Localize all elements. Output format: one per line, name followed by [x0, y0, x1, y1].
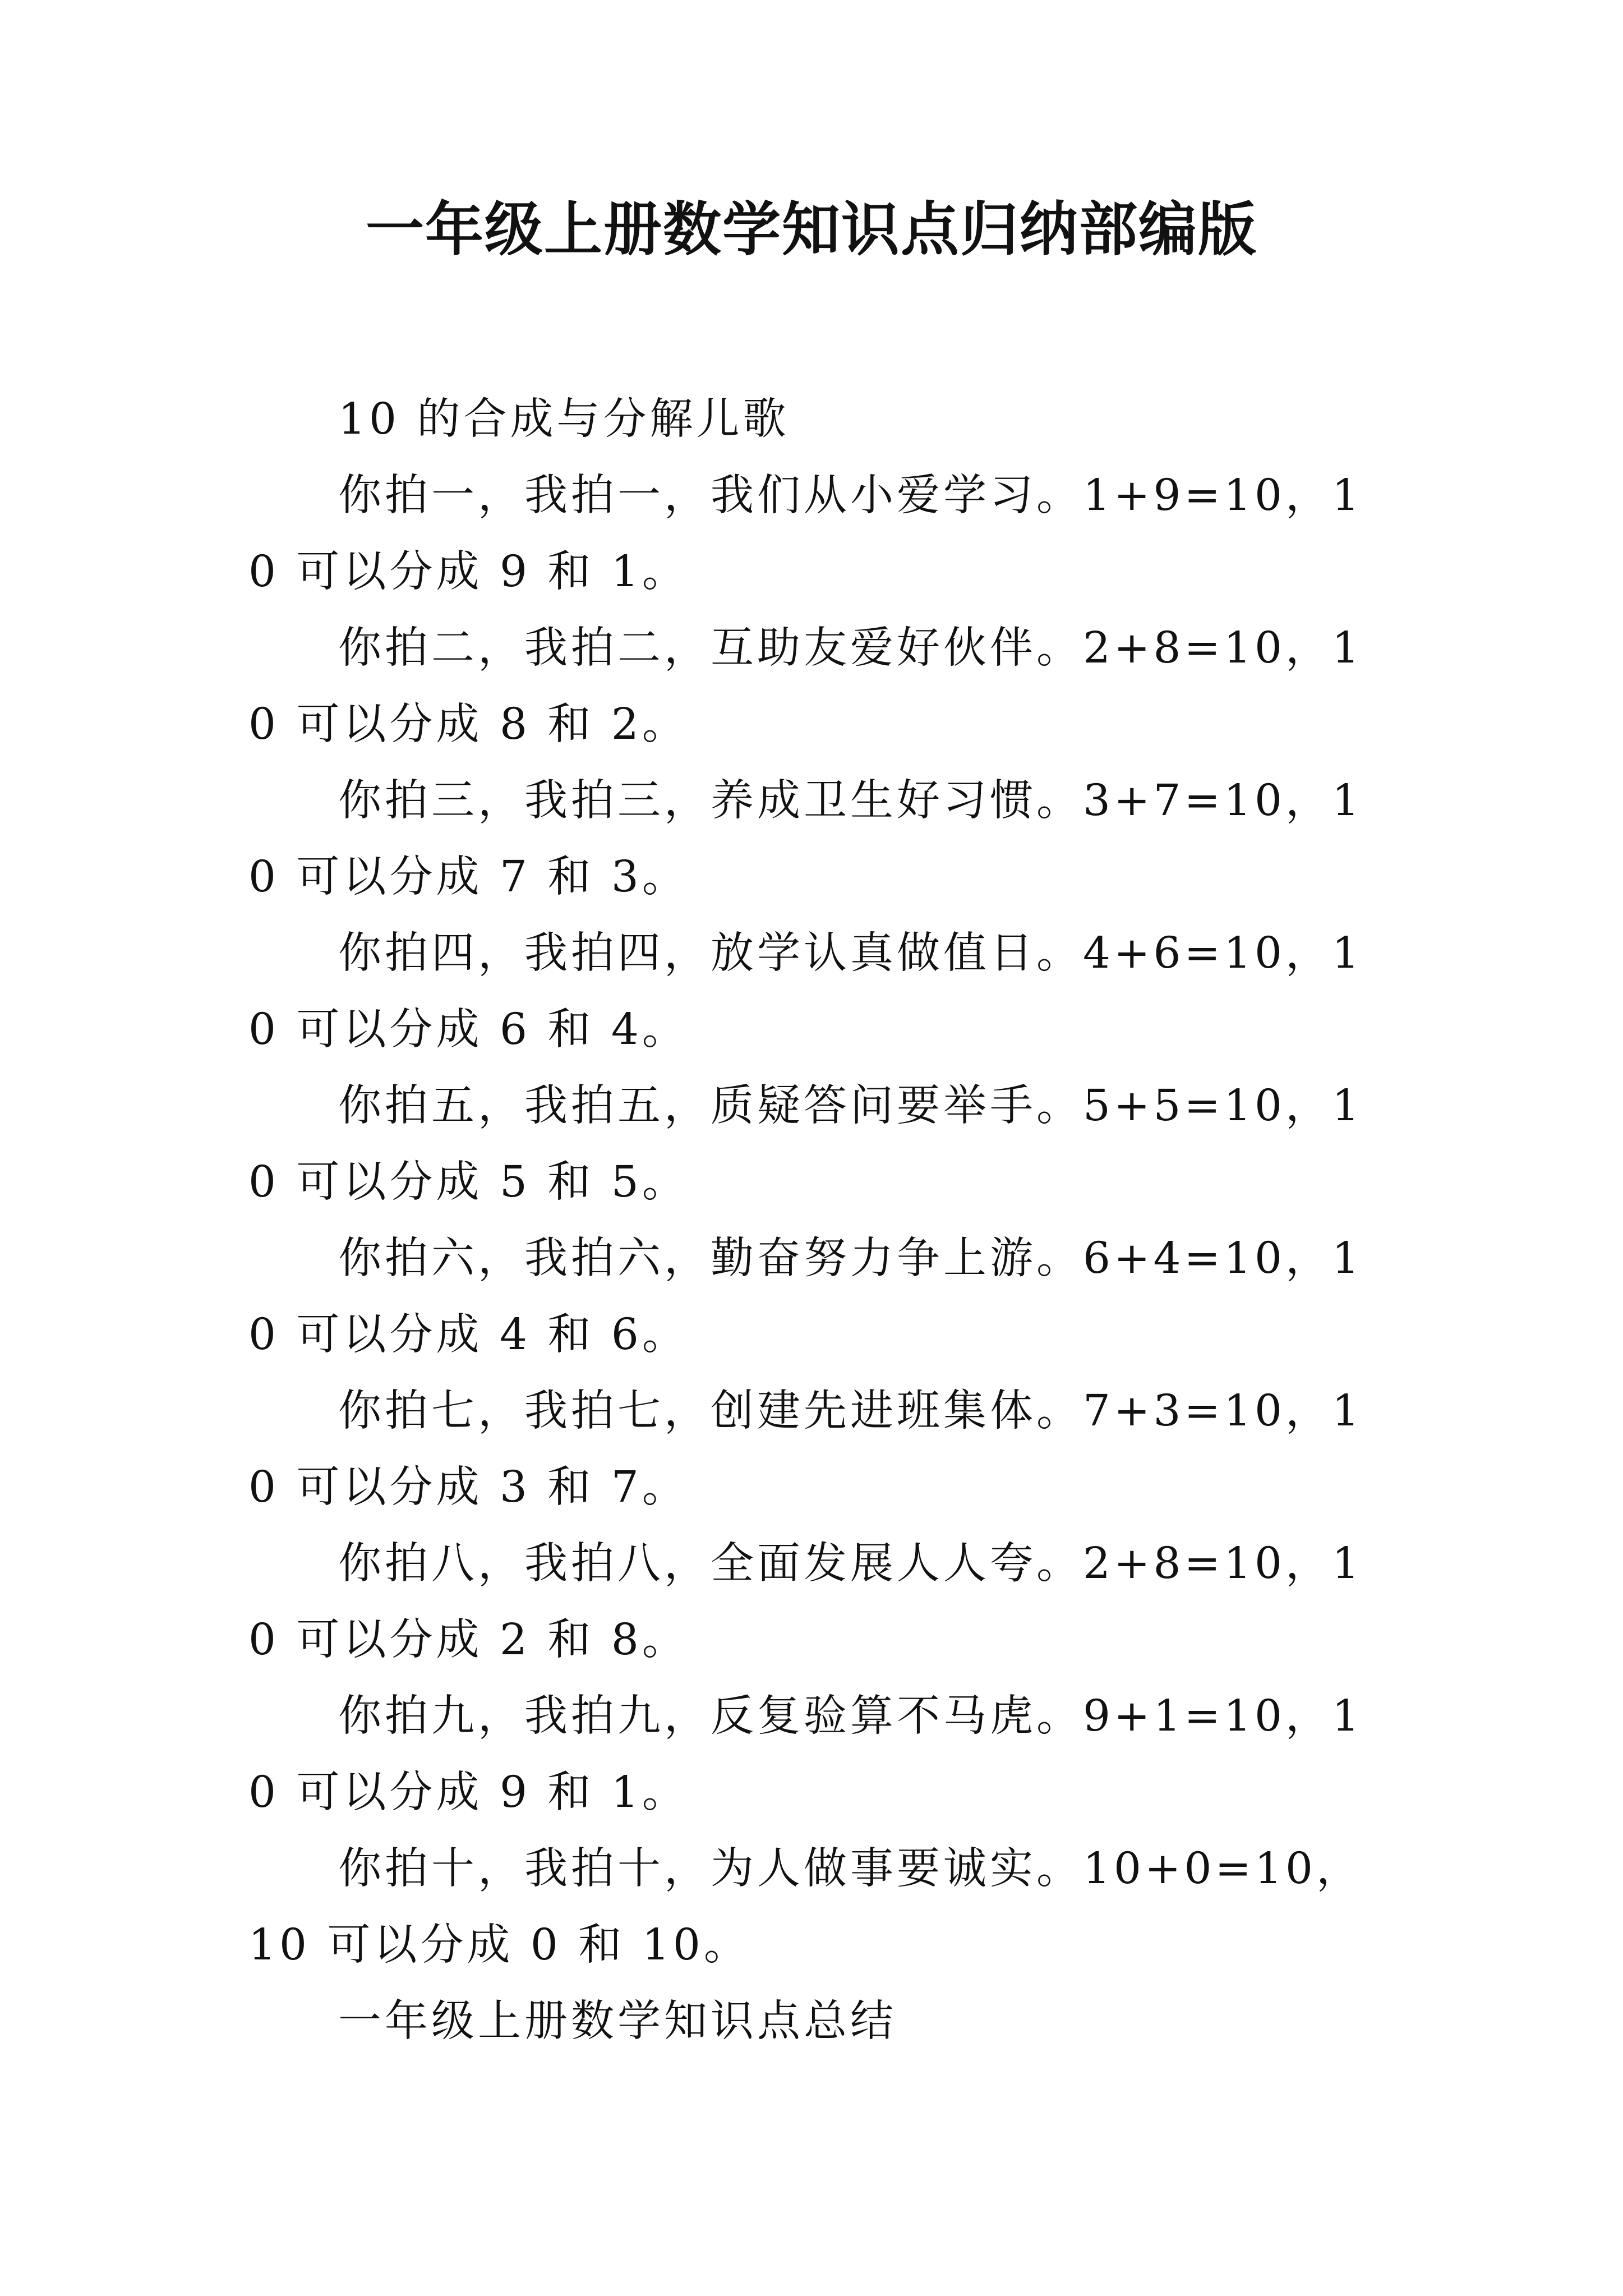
rhyme-line-9: 你拍九，我拍九，反复验算不马虎。9+1=10，10 可以分成 9 和 1。 — [248, 1691, 1363, 1818]
section-heading-10-composition: 10 的合成与分解儿歌 — [338, 394, 790, 444]
document-body — [248, 381, 1381, 2060]
rhyme-line-6: 你拍六，我拍六，勤奋努力争上游。6+4=10，10 可以分成 4 和 6。 — [248, 1234, 1363, 1360]
rhyme-line-10: 你拍十，我拍十，为人做事要诚实。10+0=10，10 可以分成 0 和 10。 — [248, 1844, 1363, 1970]
rhyme-line-2: 你拍二，我拍二，互助友爱好伙伴。2+8=10，10 可以分成 8 和 2。 — [248, 623, 1363, 749]
document-title: 一年级上册数学知识点归纳部编版 — [365, 195, 1257, 264]
rhyme-line-3: 你拍三，我拍三，养成卫生好习惯。3+7=10，10 可以分成 7 和 3。 — [248, 776, 1363, 902]
rhyme-line-7: 你拍七，我拍七，创建先进班集体。7+3=10，10 可以分成 3 和 7。 — [248, 1386, 1363, 1512]
section-heading-summary: 一年级上册数学知识点总结 — [338, 1996, 897, 2046]
rhyme-line-4: 你拍四，我拍四，放学认真做值日。4+6=10，10 可以分成 6 和 4。 — [248, 928, 1363, 1055]
rhyme-line-5: 你拍五，我拍五，质疑答问要举手。5+5=10，10 可以分成 5 和 5。 — [248, 1081, 1363, 1207]
rhyme-line-1: 你拍一，我拍一，我们从小爱学习。1+9=10，10 可以分成 9 和 1。 — [248, 471, 1363, 597]
rhyme-line-8: 你拍八，我拍八，全面发展人人夸。2+8=10，10 可以分成 2 和 8。 — [248, 1539, 1363, 1665]
